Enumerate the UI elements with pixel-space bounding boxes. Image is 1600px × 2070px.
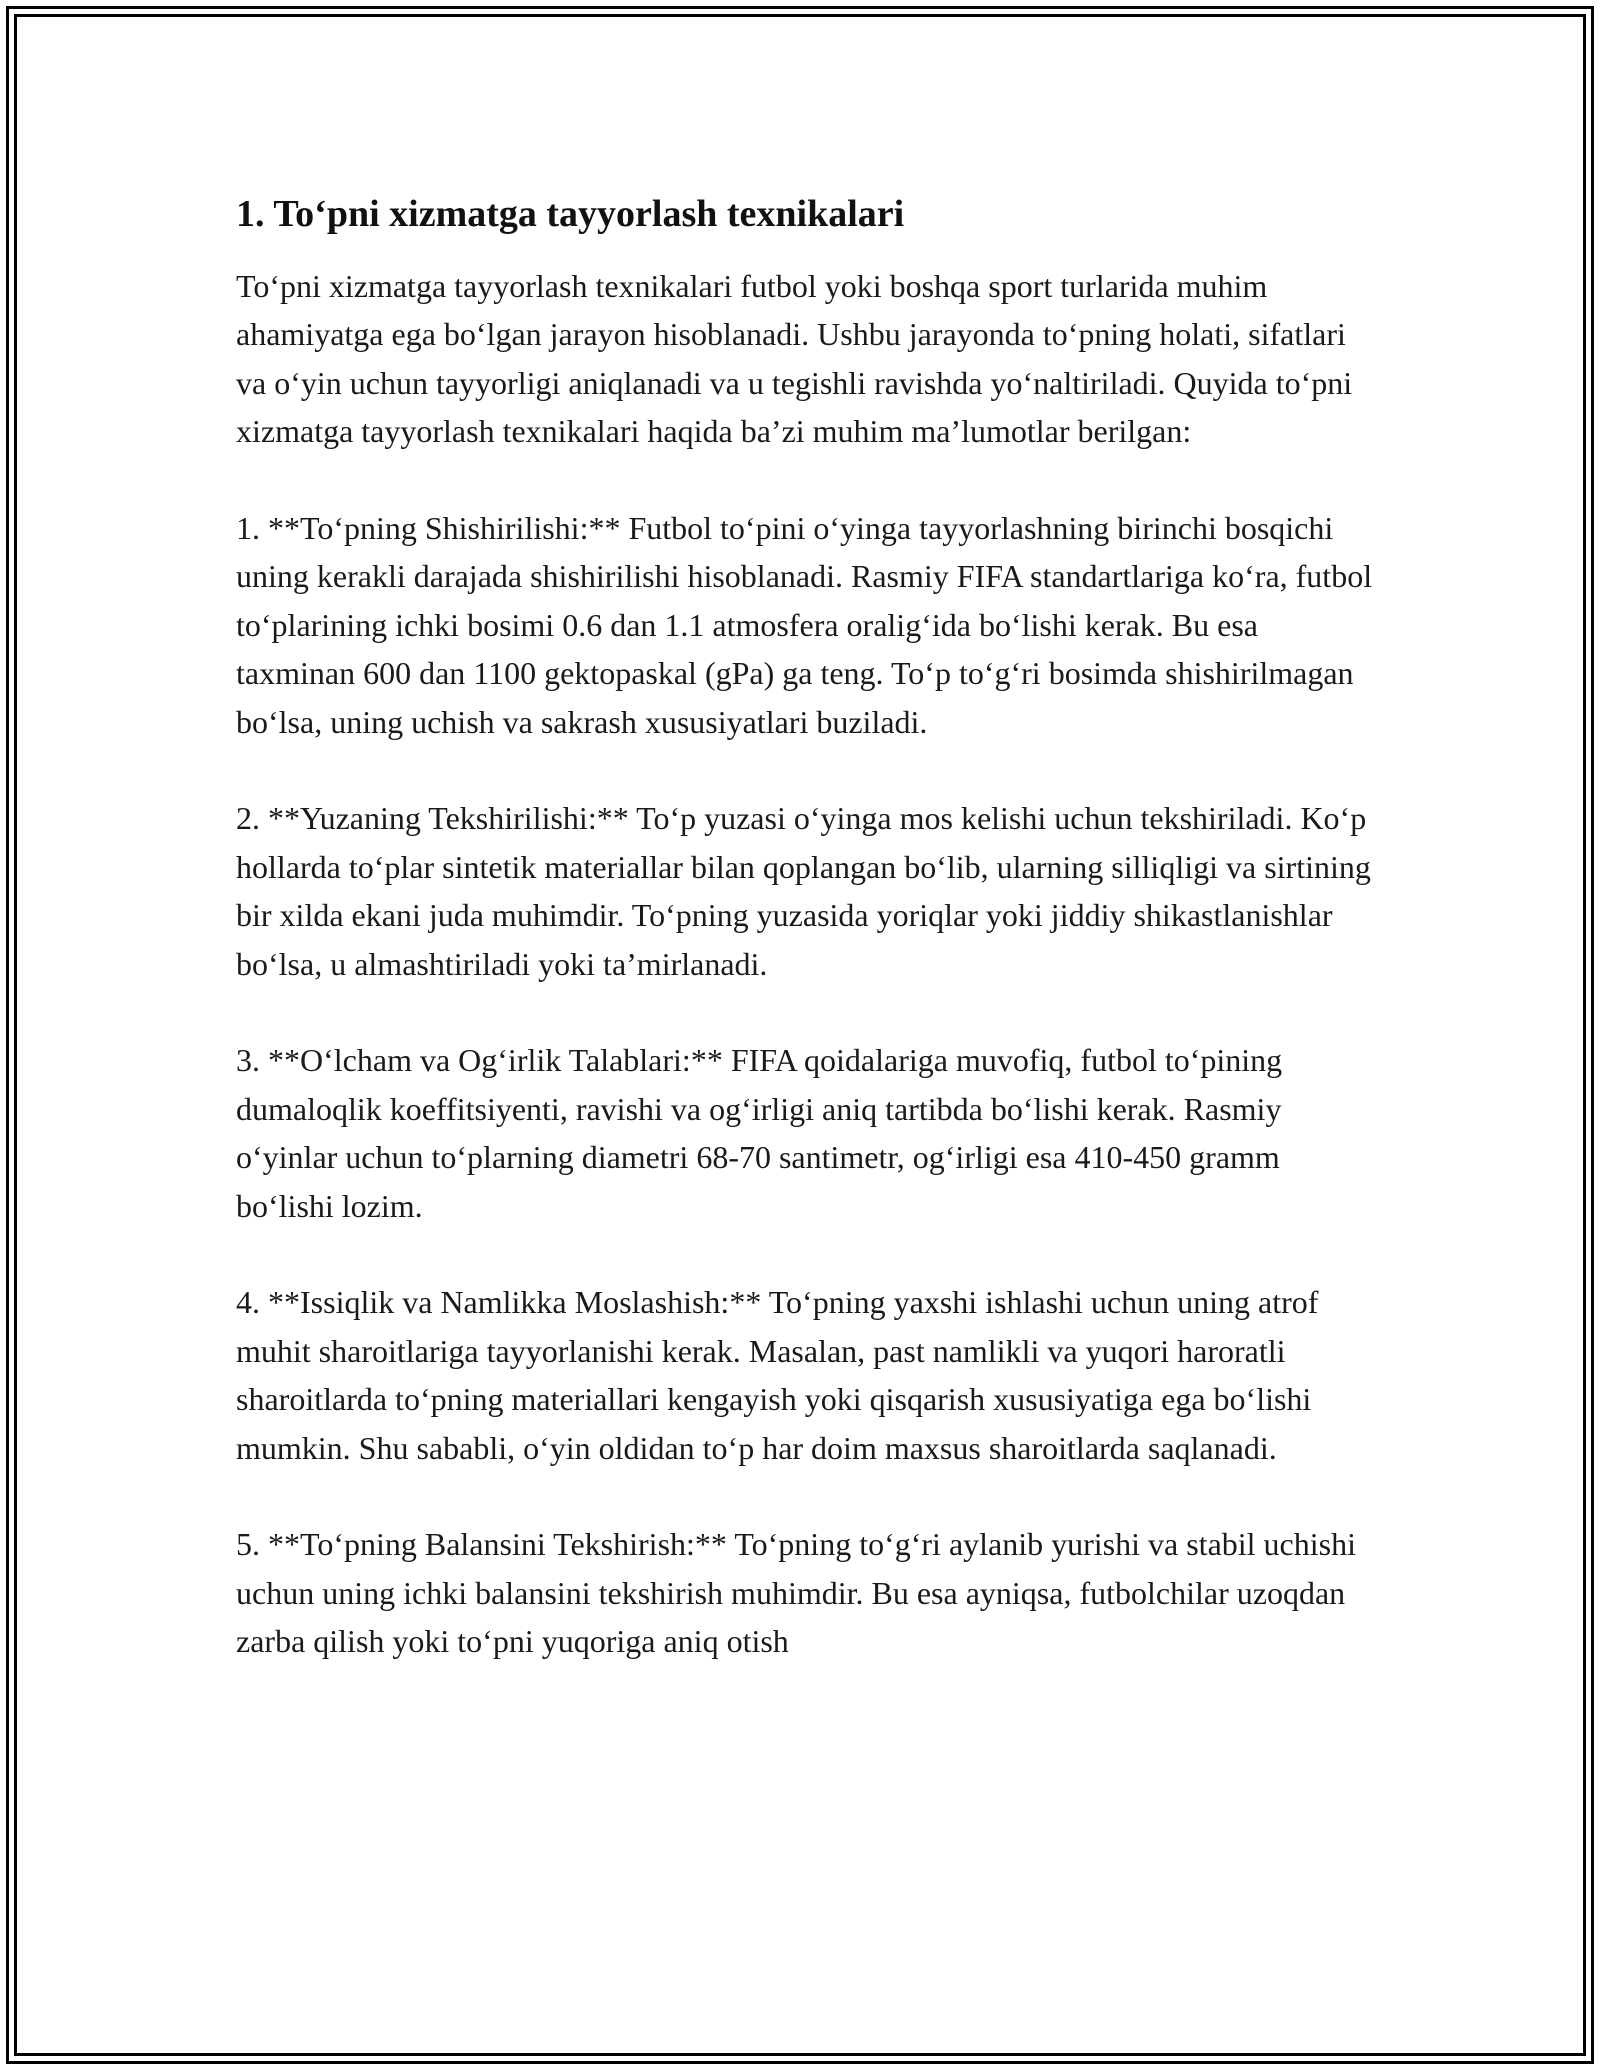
paragraph-balance-check: 5. **To‘pning Balansini Tekshirish:** To‘pning to‘g‘ri aylanib yurishi va stabil uchishi uchun uning ichki balansini tekshirish muhimdir. Bu esa ayniqsa, futbolchilar uzoqdan zarba qilish yoki to‘pni yuqoriga aniq otish (236, 1526, 1356, 1660)
document-body (236, 186, 1376, 1666)
paragraph-surface-check: 2. **Yuzaning Tekshirilishi:** To‘p yuzasi o‘yinga mos kelishi uchun tekshiriladi. Ko‘p hollarda to‘plar sintetik materiallar bilan qoplangan bo‘lib, ularning silliqligi va sirtining bir xilda ekani juda muhimdir. To‘pning yuzasida yoriqlar yoki jiddiy shikastlanishlar bo‘lsa, u almashtiriladi yoki ta’mirlanadi. (236, 800, 1371, 982)
document-title: 1. To‘pni xizmatga tayyorlash texnikalari (236, 193, 905, 235)
paragraph-size-weight: 3. **O‘lcham va Og‘irlik Talablari:** FIFA qoidalariga muvofiq, futbol to‘pining dumaloqlik koeffitsiyenti, ravishi va og‘irligi aniq tartibda bo‘lishi kerak. Rasmiy o‘yinlar uchun to‘plarning diametri 68-70 santimetr, og‘irligi esa 410-450 gramm bo‘lishi lozim. (236, 1042, 1283, 1224)
paragraph-heat-humidity: 4. **Issiqlik va Namlikka Moslashish:** To‘pning yaxshi ishlashi uchun uning atrof muhit sharoitlariga tayyorlanishi kerak. Masalan, past namlikli va yuqori haroratli sharoitlarda to‘pning materiallari kengayish yoki qisqarish xususiyatiga ega bo‘lishi mumkin. Shu sababli, o‘yin oldidan to‘p har doim maxsus sharoitlarda saqlanadi. (236, 1284, 1319, 1466)
paragraph-inflation: 1. **To‘pning Shishirilishi:** Futbol to‘pini o‘yinga tayyorlashning birinchi bosqichi uning kerakli darajada shishirilishi hisoblanadi. Rasmiy FIFA standartlariga ko‘ra, futbol to‘plarining ichki bosimi 0.6 dan 1.1 atmosfera oralig‘ida bo‘lishi kerak. Bu esa taxminan 600 dan 1100 gektopaskal (gPa) ga teng. To‘p to‘g‘ri bosimda shishirilmagan bo‘lsa, uning uchish va sakrash xususiyatlari buziladi. (236, 510, 1373, 740)
intro-paragraph: To‘pni xizmatga tayyorlash texnikalari futbol yoki boshqa sport turlarida muhim ahamiyatga ega bo‘lgan jarayon hisoblanadi. Ushbu jarayonda to‘pning holati, sifatlari va o‘yin uchun tayyorligi aniqlanadi va u tegishli ravishda yo‘naltiriladi. Quyida to‘pni xizmatga tayyorlash texnikalari haqida ba’zi muhim ma’lumotlar berilgan: (236, 268, 1353, 450)
